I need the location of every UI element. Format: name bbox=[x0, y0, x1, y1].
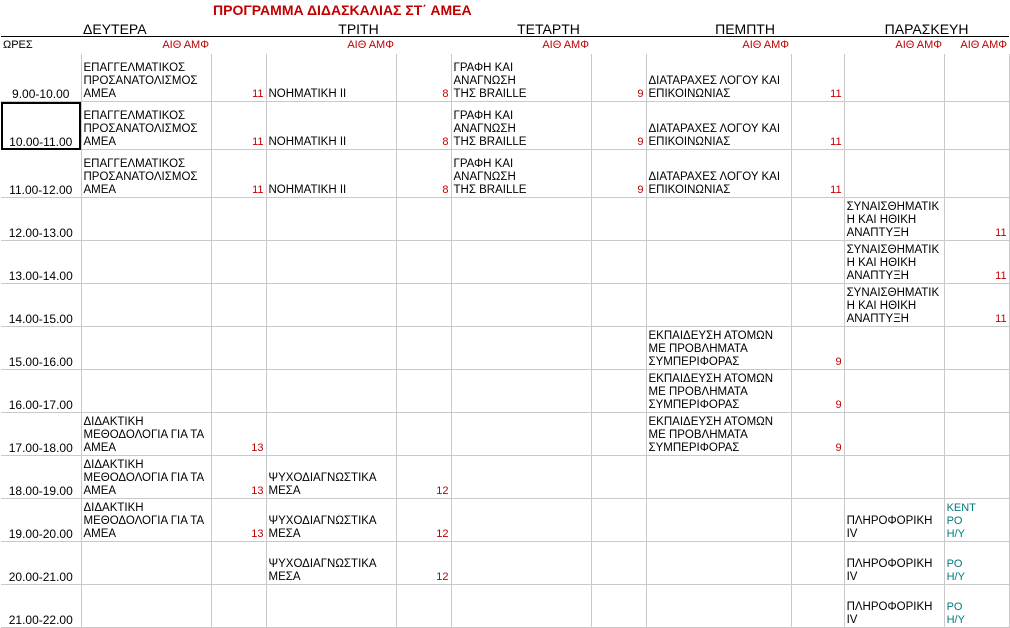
course-cell-mon[interactable]: ΔΙΔΑΚΤΙΚΗ ΜΕΘΟΔΟΛΟΓΙΑ ΓΙΑ ΤΑ ΑΜΕΑ bbox=[81, 499, 211, 542]
room-cell-mon bbox=[211, 542, 266, 585]
table-row bbox=[1, 370, 1009, 413]
table-row bbox=[1, 150, 1009, 198]
room-cell-wed bbox=[591, 542, 646, 585]
room-cell-fri: ΡΟ Η/Υ bbox=[944, 585, 1009, 628]
course-cell-thu[interactable] bbox=[646, 198, 791, 241]
time-slot[interactable]: 10.00-11.00 bbox=[1, 102, 81, 150]
course-cell-mon[interactable]: ΕΠΑΓΓΕΛΜΑΤΙΚΟΣ ΠΡΟΣΑΝΑΤΟΛΙΣΜΟΣ ΑΜΕΑ bbox=[81, 150, 211, 198]
course-cell-wed[interactable]: ΓΡΑΦΗ ΚΑΙ ΑΝΑΓΝΩΣΗ ΤΗΣ BRAILLE bbox=[451, 54, 591, 102]
room-cell-mon: 11 bbox=[211, 54, 266, 102]
course-cell-fri[interactable] bbox=[844, 327, 944, 370]
room-cell-thu: 9 bbox=[791, 370, 844, 413]
course-cell-fri[interactable]: ΣΥΝΑΙΣΘΗΜΑΤΙΚ Η ΚΑΙ ΗΘΙΚΗ ΑΝΑΠΤΥΞΗ bbox=[844, 241, 944, 284]
hours-header: ΩΡΕΣ bbox=[3, 39, 33, 51]
course-cell-tue[interactable]: ΨΥΧΟΔΙΑΓΝΩΣΤΙΚΑ ΜΕΣΑ bbox=[266, 542, 396, 585]
course-cell-mon[interactable]: ΔΙΔΑΚΤΙΚΗ ΜΕΘΟΔΟΛΟΓΙΑ ΓΙΑ ΤΑ ΑΜΕΑ bbox=[81, 413, 211, 456]
room-cell-fri bbox=[944, 54, 1009, 102]
room-cell-fri bbox=[944, 456, 1009, 499]
page-title: ΠΡΟΓΡΑΜΜΑ ΔΙΔΑΣΚΑΛΙΑΣ ΣΤ΄ ΑΜΕΑ bbox=[213, 2, 472, 18]
course-cell-tue[interactable]: ΨΥΧΟΔΙΑΓΝΩΣΤΙΚΑ ΜΕΣΑ bbox=[266, 456, 396, 499]
course-cell-fri[interactable] bbox=[844, 150, 944, 198]
time-slot[interactable]: 16.00-17.00 bbox=[1, 370, 81, 413]
room-cell-mon: 13 bbox=[211, 413, 266, 456]
table-row bbox=[1, 284, 1009, 327]
table-row bbox=[1, 241, 1009, 284]
room-cell-tue bbox=[396, 370, 451, 413]
course-cell-tue[interactable]: ΝΟΗΜΑΤΙΚΗ ΙΙ bbox=[266, 54, 396, 102]
course-cell-tue[interactable] bbox=[266, 284, 396, 327]
course-cell-mon[interactable]: ΕΠΑΓΓΕΛΜΑΤΙΚΟΣ ΠΡΟΣΑΝΑΤΟΛΙΣΜΟΣ ΑΜΕΑ bbox=[81, 102, 211, 150]
course-cell-wed[interactable]: ΓΡΑΦΗ ΚΑΙ ΑΝΑΓΝΩΣΗ ΤΗΣ BRAILLE bbox=[451, 150, 591, 198]
room-cell-wed bbox=[591, 327, 646, 370]
room-cell-fri: 11 bbox=[944, 198, 1009, 241]
day-friday: ΠΑΡΑΣΚΕΥΗ bbox=[844, 17, 1009, 37]
time-slot[interactable]: 17.00-18.00 bbox=[1, 413, 81, 456]
time-slot[interactable]: 9.00-10.00 bbox=[1, 54, 81, 102]
wednesday-room-header: ΑΙΘ ΑΜΦ bbox=[542, 39, 589, 51]
room-cell-fri: ΚΕΝΤ ΡΟ Η/Υ bbox=[944, 499, 1009, 542]
title-row bbox=[1, 0, 1009, 17]
time-slot[interactable]: 12.00-13.00 bbox=[1, 198, 81, 241]
room-cell-tue bbox=[396, 327, 451, 370]
course-cell-wed[interactable] bbox=[451, 284, 591, 327]
room-cell-thu bbox=[791, 284, 844, 327]
course-cell-tue[interactable] bbox=[266, 241, 396, 284]
course-cell-thu[interactable]: ΔΙΑΤΑΡΑΧΕΣ ΛΟΓΟΥ ΚΑΙ ΕΠΙΚΟΙΝΩΝΙΑΣ bbox=[646, 150, 791, 198]
table-row bbox=[1, 542, 1009, 585]
time-slot[interactable]: 14.00-15.00 bbox=[1, 284, 81, 327]
course-cell-tue[interactable] bbox=[266, 370, 396, 413]
room-cell-thu bbox=[791, 241, 844, 284]
course-cell-fri[interactable] bbox=[844, 370, 944, 413]
time-slot[interactable]: 15.00-16.00 bbox=[1, 327, 81, 370]
room-cell-wed bbox=[591, 456, 646, 499]
schedule-body bbox=[1, 54, 1009, 628]
course-cell-tue[interactable] bbox=[266, 585, 396, 628]
table-row bbox=[1, 54, 1009, 102]
time-slot[interactable]: 13.00-14.00 bbox=[1, 241, 81, 284]
room-cell-mon bbox=[211, 327, 266, 370]
course-cell-wed[interactable] bbox=[451, 585, 591, 628]
time-slot[interactable]: 11.00-12.00 bbox=[1, 150, 81, 198]
room-cell-fri bbox=[944, 327, 1009, 370]
room-cell-mon bbox=[211, 370, 266, 413]
time-slot[interactable]: 19.00-20.00 bbox=[1, 499, 81, 542]
table-row bbox=[1, 585, 1009, 628]
room-cell-wed bbox=[591, 370, 646, 413]
friday-room-header: ΑΙΘ ΑΜΦ bbox=[895, 39, 943, 51]
day-tuesday: ΤΡΙΤΗ bbox=[266, 17, 451, 37]
course-cell-wed[interactable]: ΓΡΑΦΗ ΚΑΙ ΑΝΑΓΝΩΣΗ ΤΗΣ BRAILLE bbox=[451, 102, 591, 150]
table-row bbox=[1, 456, 1009, 499]
course-cell-tue[interactable]: ΝΟΗΜΑΤΙΚΗ ΙΙ bbox=[266, 102, 396, 150]
course-cell-mon[interactable]: ΔΙΔΑΚΤΙΚΗ ΜΕΘΟΔΟΛΟΓΙΑ ΓΙΑ ΤΑ ΑΜΕΑ bbox=[81, 456, 211, 499]
course-cell-fri[interactable] bbox=[844, 54, 944, 102]
room-cell-thu: 9 bbox=[791, 413, 844, 456]
course-cell-mon[interactable] bbox=[81, 585, 211, 628]
time-slot[interactable]: 20.00-21.00 bbox=[1, 542, 81, 585]
course-cell-fri[interactable]: ΠΛΗΡΟΦΟΡΙΚΗ ΙV bbox=[844, 542, 944, 585]
room-cell-mon: 13 bbox=[211, 456, 266, 499]
course-cell-fri[interactable]: ΠΛΗΡΟΦΟΡΙΚΗ ΙV bbox=[844, 499, 944, 542]
room-cell-wed bbox=[591, 585, 646, 628]
room-cell-tue: 12 bbox=[396, 456, 451, 499]
room-cell-thu: 11 bbox=[791, 102, 844, 150]
room-cell-tue bbox=[396, 585, 451, 628]
room-cell-tue bbox=[396, 284, 451, 327]
room-cell-wed: 9 bbox=[591, 150, 646, 198]
course-cell-wed[interactable] bbox=[451, 198, 591, 241]
course-cell-tue[interactable]: ΝΟΗΜΑΤΙΚΗ ΙΙ bbox=[266, 150, 396, 198]
tuesday-room-header: ΑΙΘ ΑΜΦ bbox=[347, 39, 394, 51]
course-cell-mon[interactable]: ΕΠΑΓΓΕΛΜΑΤΙΚΟΣ ΠΡΟΣΑΝΑΤΟΛΙΣΜΟΣ ΑΜΕΑ bbox=[81, 54, 211, 102]
room-cell-tue: 8 bbox=[396, 150, 451, 198]
table-row bbox=[1, 499, 1009, 542]
room-cell-wed: 9 bbox=[591, 54, 646, 102]
course-cell-thu[interactable]: ΔΙΑΤΑΡΑΧΕΣ ΛΟΓΟΥ ΚΑΙ ΕΠΙΚΟΙΝΩΝΙΑΣ bbox=[646, 102, 791, 150]
day-wednesday: ΤΕΤΑΡΤΗ bbox=[451, 17, 646, 37]
room-cell-fri bbox=[944, 413, 1009, 456]
room-cell-fri: 11 bbox=[944, 241, 1009, 284]
course-cell-tue[interactable] bbox=[266, 413, 396, 456]
course-cell-fri[interactable] bbox=[844, 456, 944, 499]
room-cell-mon bbox=[211, 585, 266, 628]
room-cell-fri bbox=[944, 150, 1009, 198]
course-cell-mon[interactable] bbox=[81, 241, 211, 284]
course-cell-wed[interactable] bbox=[451, 327, 591, 370]
room-cell-thu bbox=[791, 499, 844, 542]
table-row bbox=[1, 327, 1009, 370]
course-cell-wed[interactable] bbox=[451, 241, 591, 284]
room-cell-thu: 11 bbox=[791, 150, 844, 198]
room-cell-tue bbox=[396, 413, 451, 456]
course-cell-mon[interactable] bbox=[81, 327, 211, 370]
course-cell-mon[interactable] bbox=[81, 284, 211, 327]
course-cell-thu[interactable]: ΔΙΑΤΑΡΑΧΕΣ ΛΟΓΟΥ ΚΑΙ ΕΠΙΚΟΙΝΩΝΙΑΣ bbox=[646, 54, 791, 102]
room-cell-thu: 9 bbox=[791, 327, 844, 370]
course-cell-wed[interactable] bbox=[451, 370, 591, 413]
room-cell-mon: 11 bbox=[211, 102, 266, 150]
room-cell-thu bbox=[791, 456, 844, 499]
course-cell-wed[interactable] bbox=[451, 542, 591, 585]
room-cell-mon bbox=[211, 284, 266, 327]
course-cell-fri[interactable]: ΣΥΝΑΙΣΘΗΜΑΤΙΚ Η ΚΑΙ ΗΘΙΚΗ ΑΝΑΠΤΥΞΗ bbox=[844, 198, 944, 241]
table-row bbox=[1, 413, 1009, 456]
room-cell-fri: ΡΟ Η/Υ bbox=[944, 542, 1009, 585]
room-cell-wed: 9 bbox=[591, 102, 646, 150]
column-header-row bbox=[1, 37, 1009, 55]
day-thursday: ΠΕΜΠΤΗ bbox=[646, 17, 844, 37]
course-cell-mon[interactable] bbox=[81, 370, 211, 413]
course-cell-thu[interactable] bbox=[646, 542, 791, 585]
room-cell-tue bbox=[396, 241, 451, 284]
room-cell-wed bbox=[591, 198, 646, 241]
room-cell-tue: 12 bbox=[396, 542, 451, 585]
room-cell-tue: 12 bbox=[396, 499, 451, 542]
day-monday: ΔΕΥΤΕΡΑ bbox=[81, 17, 266, 37]
room-cell-fri: 11 bbox=[944, 284, 1009, 327]
course-cell-tue[interactable] bbox=[266, 198, 396, 241]
course-cell-wed[interactable] bbox=[451, 499, 591, 542]
course-cell-thu[interactable]: ΕΚΠΑΙΔΕΥΣΗ ΑΤΟΜΩΝ ΜΕ ΠΡΟΒΛΗΜΑΤΑ ΣΥΜΠΕΡΙΦΟΡΑΣ bbox=[646, 370, 791, 413]
room-cell-mon: 13 bbox=[211, 499, 266, 542]
room-cell-wed bbox=[591, 499, 646, 542]
time-slot[interactable]: 21.00-22.00 bbox=[1, 585, 81, 628]
room-cell-mon bbox=[211, 241, 266, 284]
room-cell-mon: 11 bbox=[211, 150, 266, 198]
course-cell-thu[interactable] bbox=[646, 456, 791, 499]
course-cell-fri[interactable]: ΠΛΗΡΟΦΟΡΙΚΗ ΙV bbox=[844, 585, 944, 628]
table-row bbox=[1, 102, 1009, 150]
course-cell-tue[interactable] bbox=[266, 327, 396, 370]
monday-room-header: ΑΙΘ ΑΜΦ bbox=[162, 39, 209, 51]
room-cell-wed bbox=[591, 241, 646, 284]
room-cell-thu bbox=[791, 585, 844, 628]
course-cell-tue[interactable]: ΨΥΧΟΔΙΑΓΝΩΣΤΙΚΑ ΜΕΣΑ bbox=[266, 499, 396, 542]
course-cell-fri[interactable] bbox=[844, 102, 944, 150]
days-row bbox=[1, 17, 1009, 37]
course-cell-thu[interactable] bbox=[646, 499, 791, 542]
course-cell-mon[interactable] bbox=[81, 198, 211, 241]
room-cell-tue bbox=[396, 198, 451, 241]
schedule-table bbox=[1, 0, 1010, 628]
course-cell-thu[interactable]: ΕΚΠΑΙΔΕΥΣΗ ΑΤΟΜΩΝ ΜΕ ΠΡΟΒΛΗΜΑΤΑ ΣΥΜΠΕΡΙΦΟΡΑΣ bbox=[646, 327, 791, 370]
friday-room-header-2: ΑΙΘ ΑΜΦ bbox=[960, 39, 1008, 51]
thursday-room-header: ΑΙΘ ΑΜΦ bbox=[742, 39, 790, 51]
table-row bbox=[1, 198, 1009, 241]
room-cell-tue: 8 bbox=[396, 102, 451, 150]
course-cell-thu[interactable] bbox=[646, 241, 791, 284]
course-cell-fri[interactable] bbox=[844, 413, 944, 456]
time-slot[interactable]: 18.00-19.00 bbox=[1, 456, 81, 499]
course-cell-wed[interactable] bbox=[451, 413, 591, 456]
room-cell-tue: 8 bbox=[396, 54, 451, 102]
room-cell-thu bbox=[791, 542, 844, 585]
course-cell-thu[interactable] bbox=[646, 585, 791, 628]
room-cell-thu: 11 bbox=[791, 54, 844, 102]
room-cell-mon bbox=[211, 198, 266, 241]
room-cell-fri bbox=[944, 370, 1009, 413]
room-cell-wed bbox=[591, 284, 646, 327]
course-cell-mon[interactable] bbox=[81, 542, 211, 585]
course-cell-wed[interactable] bbox=[451, 456, 591, 499]
room-cell-thu bbox=[791, 198, 844, 241]
room-cell-wed bbox=[591, 413, 646, 456]
course-cell-thu[interactable] bbox=[646, 284, 791, 327]
course-cell-thu[interactable]: ΕΚΠΑΙΔΕΥΣΗ ΑΤΟΜΩΝ ΜΕ ΠΡΟΒΛΗΜΑΤΑ ΣΥΜΠΕΡΙΦΟΡΑΣ bbox=[646, 413, 791, 456]
room-cell-fri bbox=[944, 102, 1009, 150]
course-cell-fri[interactable]: ΣΥΝΑΙΣΘΗΜΑΤΙΚ Η ΚΑΙ ΗΘΙΚΗ ΑΝΑΠΤΥΞΗ bbox=[844, 284, 944, 327]
